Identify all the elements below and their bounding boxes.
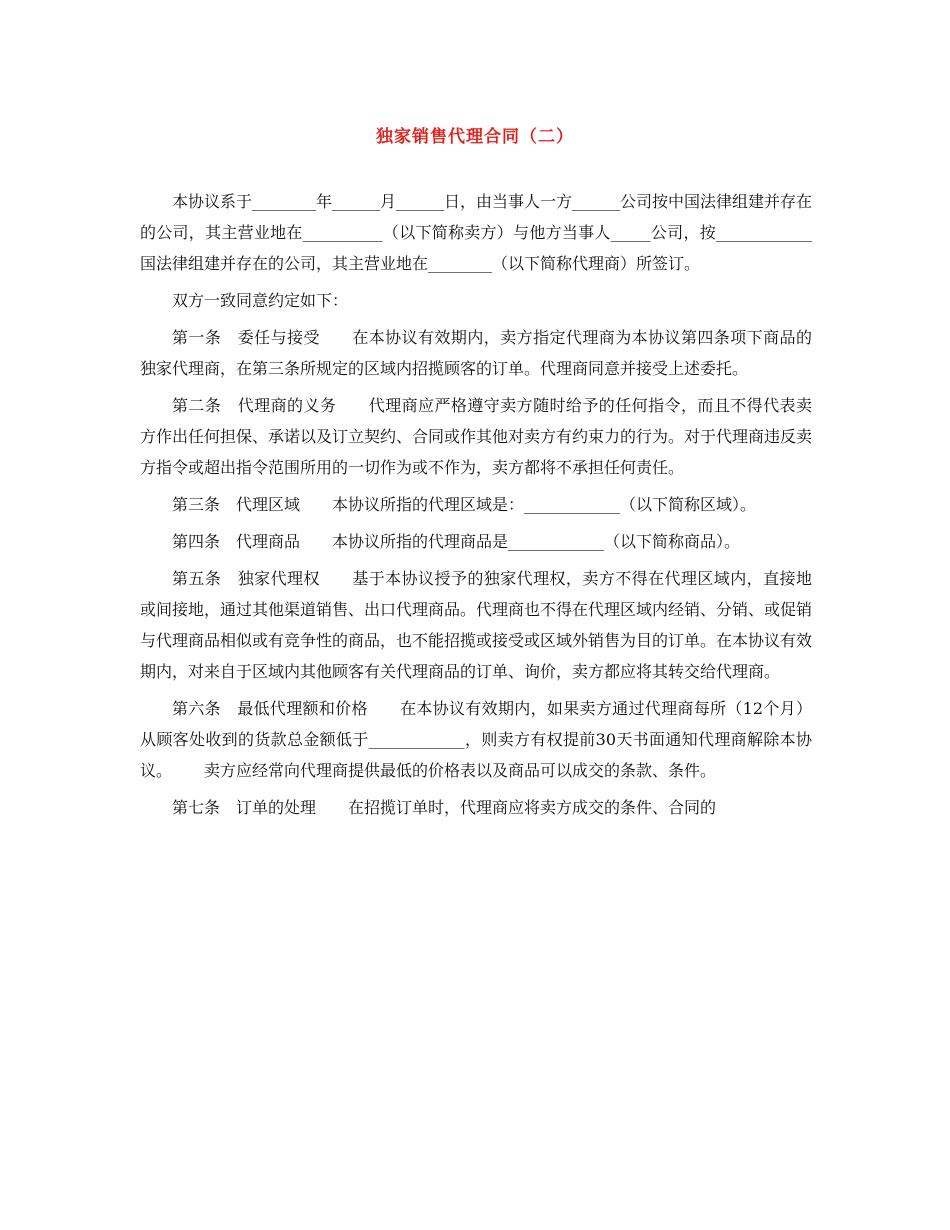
article-2: [140, 390, 812, 483]
intro-paragraph: 本协议系于________年______月______日，由当事人一方______公司按中国法律组建并存在的公司，其主营业地在__________（以下简称卖方）与他方当事人_____公司，按____________国法律组建并存在的公司，其主营业地在________（以下简称代理商）所签订。: [140, 192, 813, 273]
article-heading: 最低代理额和价格: [236, 699, 368, 718]
article-number: 第五条: [172, 569, 222, 588]
article-text: 在本协议有效期内，卖方指定代理商为本协议第四条项下商品的独家代理商，在第三条所规定的区域内招揽顾客的订单。代理商同意并接受上述委托。: [140, 328, 812, 378]
article-6: [140, 693, 812, 786]
article-text: 在招揽订单时，代理商应将卖方成交的条件、合同的: [348, 798, 717, 817]
article-text: 在本协议有效期内，如果卖方通过代理商每所（12个月）从顾客处收到的货款总金额低于____________，则卖方有权提前30天书面通知代理商解除本协议。: [140, 699, 812, 780]
article-number: 第二条: [172, 396, 222, 415]
article-number: 第四条: [172, 532, 221, 551]
article-text: 代理商应严格遵守卖方随时给予的任何指令，而且不得代表卖方作出任何担保、承诺以及订立契约、合同或作其他对卖方有约束力的行为。对于代理商违反卖方指令或超出指令范围所用的一切作为或不作为，卖方都将不承担任何责任。: [140, 396, 813, 477]
agreement-paragraph: 双方一致同意约定如下：: [172, 291, 349, 310]
article-number: 第一条: [172, 328, 222, 347]
article-number: 第六条: [172, 699, 221, 718]
article-number: 第三条: [172, 495, 221, 514]
document-body: [140, 186, 812, 829]
article-heading: 代理区域: [236, 495, 301, 514]
article-5: [140, 563, 812, 687]
article-text: 基于本协议授予的独家代理权，卖方不得在代理区域内，直接地或间接地，通过其他渠道销售、出口代理商品。代理商也不得在代理区域内经销、分销、或促销与代理商品相似或有竞争性的商品，也不能招揽或接受或区域外销售为目的订单。在本协议有效期内，对来自于区域内其他顾客有关代理商品的订单、询价，卖方都应将其转交给代理商。: [140, 569, 813, 681]
article-7: [140, 792, 812, 823]
article-heading: 委任与接受: [237, 328, 320, 347]
article-heading: 代理商的义务: [237, 396, 337, 415]
article-1: [140, 322, 812, 384]
document-title: 独家销售代理合同（二）: [376, 127, 574, 147]
article-text: 本协议所指的代理商品是____________（以下简称商品）。: [332, 532, 741, 551]
article-heading: 独家代理权: [237, 569, 320, 588]
article-text: 本协议所指的代理区域是：____________（以下简称区域）。: [332, 495, 757, 514]
article-heading: 订单的处理: [236, 798, 317, 817]
article-number: 第七条: [172, 798, 221, 817]
article-4: [140, 526, 812, 557]
article-text-continued: 卖方应经常向代理商提供最低的价格表以及商品可以成交的条款、条件。: [204, 761, 717, 780]
article-3: [140, 489, 812, 520]
article-heading: 代理商品: [236, 532, 301, 551]
